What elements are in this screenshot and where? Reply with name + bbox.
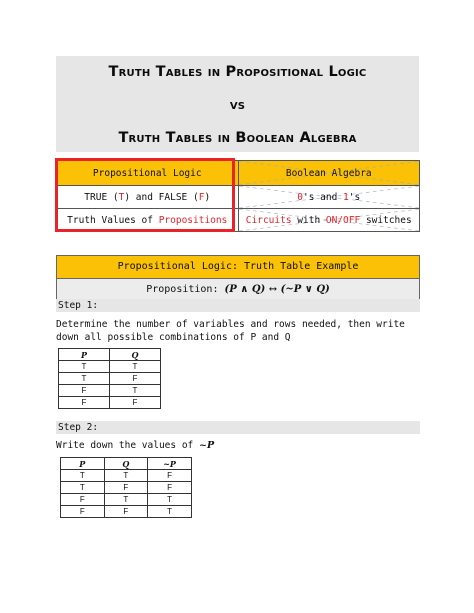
step-2-label: Step 2:: [56, 421, 420, 434]
circuits-text: Circuits: [245, 214, 292, 226]
cell: T: [59, 361, 110, 373]
step-2-formula: ~P: [199, 440, 215, 451]
text: 's: [348, 191, 361, 203]
title-banner: [56, 56, 419, 152]
table-row: [59, 373, 161, 385]
cell: T: [109, 385, 160, 397]
cell: T: [109, 361, 160, 373]
cell: F: [148, 482, 192, 494]
cell: F: [61, 494, 105, 506]
table-row: [59, 361, 161, 373]
cell: T: [148, 494, 192, 506]
header-boolean-algebra-label: Boolean Algebra: [285, 167, 372, 179]
table-row: [61, 482, 192, 494]
header-propositional-logic: Propositional Logic: [57, 161, 239, 186]
title-vs: vs: [229, 97, 246, 113]
text: 's and: [303, 191, 344, 203]
propositions-text: Propositions: [158, 214, 228, 226]
false-symbol: F: [198, 191, 205, 203]
example-header: [56, 255, 420, 299]
one-symbol: 1: [343, 191, 349, 203]
true-symbol: T: [118, 191, 125, 203]
proposition-row: [57, 279, 419, 300]
col-header-q: Q: [109, 349, 160, 361]
col-header-p: P: [59, 349, 110, 361]
table-row: [59, 385, 161, 397]
step-1-text: Determine the number of variables and rows needed, then write down all possible combinations of P and Q: [56, 319, 405, 343]
text: ) and FALSE (: [124, 191, 199, 203]
cell: T: [104, 494, 148, 506]
cell-circuits: [238, 209, 420, 232]
proposition-label: Proposition:: [146, 284, 225, 295]
cell: F: [109, 373, 160, 385]
on-off-text: ON/OFF: [325, 214, 361, 226]
truth-table-step-2: [60, 457, 192, 518]
title-line-2: Truth Tables in Boolean Algebra: [118, 130, 357, 146]
step-2-instruction: Write down the values of: [56, 440, 199, 451]
step-1-label: Step 1:: [56, 299, 420, 312]
cell: F: [59, 397, 110, 409]
cell: F: [109, 397, 160, 409]
header-boolean-algebra: [238, 161, 420, 186]
table-row: [59, 397, 161, 409]
step-2-text: [56, 439, 426, 452]
text: Truth Values of: [67, 214, 159, 226]
cell: F: [148, 470, 192, 482]
cell: T: [104, 470, 148, 482]
cell: T: [148, 506, 192, 518]
text: TRUE (: [84, 191, 119, 203]
proposition-formula: (P ∧ Q) ↔ (~P ∨ Q): [224, 284, 330, 295]
truth-table-step-1: [58, 348, 161, 409]
cell: F: [61, 506, 105, 518]
text: switches: [360, 214, 412, 226]
cell: T: [61, 470, 105, 482]
cell-zeros-ones: [238, 186, 420, 209]
text: ): [204, 191, 211, 203]
text: with: [291, 214, 326, 226]
cell: F: [59, 385, 110, 397]
example-heading: Propositional Logic: Truth Table Example: [57, 256, 419, 279]
col-header-p: P: [61, 458, 105, 470]
cell: T: [59, 373, 110, 385]
table-row: [61, 470, 192, 482]
highlight-box: [55, 158, 235, 232]
col-header-q: Q: [104, 458, 148, 470]
table-row: [61, 506, 192, 518]
cell: T: [61, 482, 105, 494]
zero-symbol: 0: [297, 191, 303, 203]
col-header-not-p: ~P: [148, 458, 192, 470]
cell: F: [104, 506, 148, 518]
table-row: [61, 494, 192, 506]
title-line-1: Truth Tables in Propositional Logic: [108, 64, 367, 80]
cell: F: [104, 482, 148, 494]
